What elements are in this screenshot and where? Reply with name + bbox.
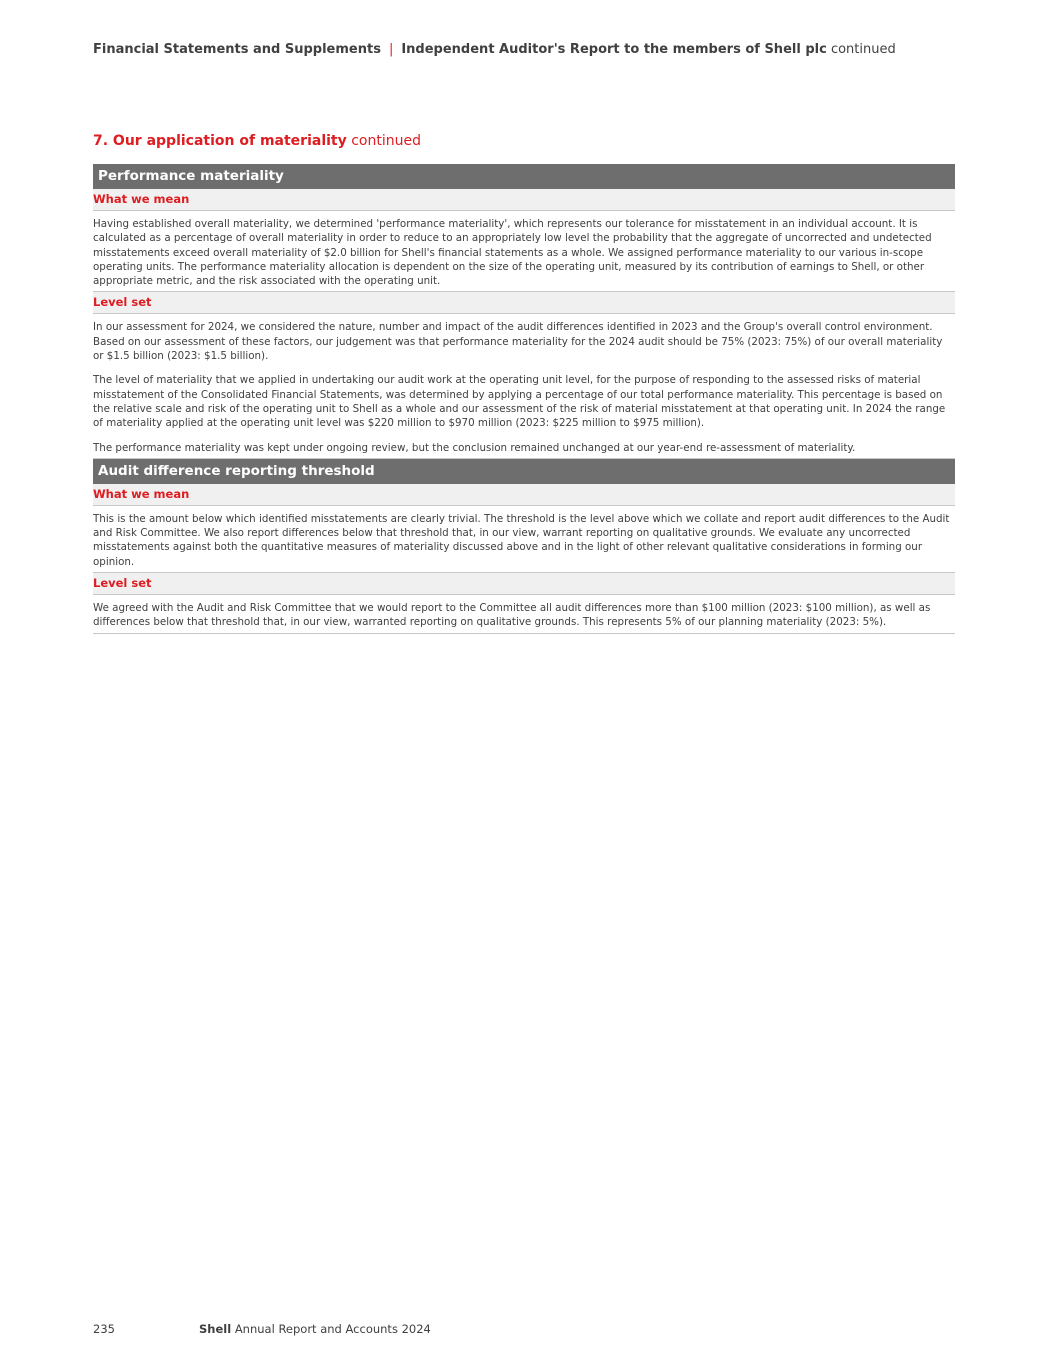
paragraph: This is the amount below which identified misstatements are clearly trivial. The threshold is the level above which we collate and report audit differences to the Audit and Risk Committee. We also report differences below that threshold that, in our view, warrant reporting on qualitative grounds. We evaluate any uncorrected misstatements against both the quantitative measures of materiality discussed above and in the light of other relevant qualitative considerations in forming our opinion. xyxy=(93,512,950,568)
section-heading-continued: continued xyxy=(351,133,421,149)
header-separator: | xyxy=(388,42,394,57)
level-set-body xyxy=(93,314,955,458)
paragraph: The performance materiality was kept under ongoing review, but the conclusion remained unchanged at our year-end re-assessment of materiality. xyxy=(93,441,856,454)
what-we-mean-body xyxy=(93,211,955,292)
paragraph: We agreed with the Audit and Risk Committee that we would report to the Committee all audit differences more than $100 million (2023: $100 million), as well as differences below that threshold that, in our view, warranted reporting on qualitative grounds. This represents 5% of our planning materiality (2023: 5%). xyxy=(93,602,931,629)
what-we-mean-body xyxy=(93,506,955,573)
what-we-mean-label: What we mean xyxy=(93,484,955,506)
block-title: Audit difference reporting threshold xyxy=(93,459,955,484)
header-continued: continued xyxy=(830,42,896,57)
brand-name: Shell xyxy=(199,1322,232,1336)
page-footer xyxy=(93,1322,431,1336)
paragraph: Having established overall materiality, we determined 'performance materiality', which represents our tolerance for misstatement in an individual account. It is calculated as a percentage of overall materiality in order to reduce to an appropriately low level the probability that the aggregate of uncorrected and undetected misstatements exceed overall materiality of $2.0 billion for Shell's financial statements as a whole. We assigned performance materiality to our various in-scope operating units. The performance materiality allocation is dependent on the size of the operating unit, measured by its contribution of earnings to Shell, or other appropriate metric, and the risk associated with the operating unit. xyxy=(93,218,932,288)
running-header xyxy=(93,42,896,57)
level-set-body xyxy=(93,595,955,634)
level-set-label: Level set xyxy=(93,573,955,595)
performance-materiality-block xyxy=(93,164,955,459)
what-we-mean-label: What we mean xyxy=(93,189,955,211)
page-number: 235 xyxy=(93,1322,115,1336)
section-heading xyxy=(93,133,955,149)
paragraph: The level of materiality that we applied in undertaking our audit work at the operating unit level, for the purpose of responding to the assessed risks of material misstatement of the Consolidated Financial Statements, was determined by applying a percentage of our total performance materiality. This percentage is based on the relative scale and risk of the operating unit to Shell as a whole and our assessment of the risk of material misstatement at that operating unit. In 2024 the range of materiality applied at the operating unit level was $220 million to $970 million (2023: $225 million to $975 million). xyxy=(93,374,946,430)
main-content xyxy=(93,133,955,634)
header-title: Independent Auditor's Report to the members of Shell plc xyxy=(401,42,827,57)
block-title: Performance materiality xyxy=(93,164,955,189)
report-title: Annual Report and Accounts 2024 xyxy=(234,1322,431,1336)
section-heading-text: 7. Our application of materiality xyxy=(93,133,347,149)
header-section: Financial Statements and Supplements xyxy=(93,42,381,57)
level-set-label: Level set xyxy=(93,292,955,314)
paragraph: In our assessment for 2024, we considered the nature, number and impact of the audit differences identified in 2023 and the Group's overall control environment. Based on our assessment of these factors, our judgement was that performance materiality for the 2024 audit should be 75% (2023: 75%) of our overall materiality or $1.5 billion (2023: $1.5 billion). xyxy=(93,321,943,363)
audit-difference-threshold-block xyxy=(93,459,955,634)
